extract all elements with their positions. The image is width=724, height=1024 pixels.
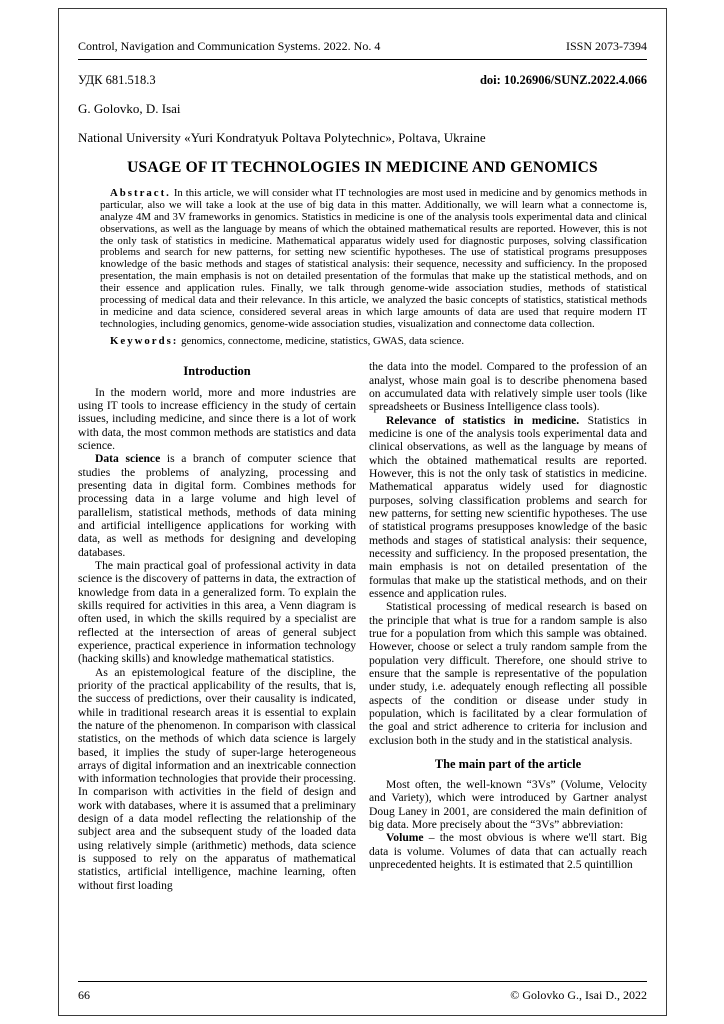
paragraph: the data into the model. Compared to the profession of an analyst, whose main goal is to describe phenomena based on accumulated data with relatively simple user tools (like spreadsheets or Business Intelligence class tools). <box>369 360 647 414</box>
two-column-body <box>78 360 647 981</box>
paragraph-lead: Volume <box>386 831 424 845</box>
udc-code: УДК 681.518.3 <box>78 73 156 87</box>
paragraph: Most often, the well-known “3Vs” (Volume, Velocity and Variety), which were introduced by Gartner analyst Doug Laney in 2001, are considered the main definition of big data. More precisely about the “3Vs” abbreviation: <box>369 778 647 832</box>
paragraph-lead: Data science <box>95 452 161 466</box>
left-column <box>78 360 356 981</box>
right-column-paragraphs-top <box>369 360 647 747</box>
page-number: 66 <box>78 988 90 1002</box>
authors: G. Golovko, D. Isai <box>78 101 181 116</box>
paragraph-lead: Relevance of statistics in medicine. <box>386 413 580 427</box>
abstract-label: Abstract. <box>110 187 171 199</box>
affiliation: National University «Yuri Kondratyuk Poltava Polytechnic», Poltava, Ukraine <box>78 130 486 145</box>
issn: ISSN 2073-7394 <box>565 39 647 53</box>
section-heading-introduction: Introduction <box>183 364 251 379</box>
keywords-label: Keywords: <box>110 334 179 347</box>
page-footer <box>78 981 647 1003</box>
right-column <box>369 360 647 981</box>
paragraph: Data science is a branch of computer science that studies the problems of analyzing, processing and presenting data in digital form. Combines methods for processing data in a large volume and high level of parallelism, statistical methods, methods of data mining and artificial intelligence applications for working with data, as well as methods for designing and developing databases. <box>78 452 356 559</box>
paragraph: In the modern world, more and more industries are using IT tools to increase efficiency in the study of certain issues, including medicine, and since there is a lot of work with data, the most common methods are statistics and data science. <box>78 385 356 452</box>
section-heading-main-part: The main part of the article <box>434 756 582 771</box>
running-header <box>78 39 647 60</box>
article-title: USAGE OF IT TECHNOLOGIES IN MEDICINE AND GENOMICS <box>127 159 598 176</box>
paragraph: As an epistemological feature of the discipline, the priority of the practical applicability of the results, that is, the success of predictions, over their causality is indicated, while in traditional research areas it is essential to explain the nature of the phenomenon. In comparison with classical statistics, on the methods of which data science is largely based, it implies the study of super-large heterogeneous arrays of digital information and an inextricable connection with information technologies that provide their processing. In comparison with activities in the field of design and work with databases, where it is assumed that a preliminary design of a data model reflecting the relationship of the subject area and the subsequent study of the loaded data using relatively simple (arithmetic) methods, data science is supposed to rely on the apparatus of mathematical statistics, artificial intelligence, machine learning, often without first loading <box>78 665 356 892</box>
page-frame <box>58 8 667 1016</box>
right-column-paragraphs-bottom <box>369 778 647 871</box>
abstract-text: In this article, we will consider what IT technologies are most used in medicine and by genomics methods in particular, also we will take a look at the use of big data in this matter. Additionally, we will learn what a connectome is, analyze 4M and 3V frameworks in genomics. Statistics in medicine is one of the analysis tools experimental data and clinical observations, as well as the language by means of which the obtained mathematical results are reported. However, this is not the only task of statistics in medicine. Mathematical apparatus widely used for diagnostic purposes, solving classification problems and search for new patterns, for setting new scientific hypotheses. The use of statistical programs presupposes knowledge of the basic methods and stages of statistical analysis: their sequence, necessity and sufficiency. In the proposed presentation, the main emphasis is not on detailed presentation of the formulas that make up the statistical methods, and on their essence and application rules. Finally, we talk through genome-wide association studies, methods of statistical processing of medical data and their relevance. In this article, we analyzed the basic concepts of statistics, statistical methods in medicine and data science, considered several areas in which large amounts of data are used that require modern IT technologies, including genomics, genome-wide association studies, visualization and connectome data collection. <box>100 187 647 330</box>
keywords-text: genomics, connectome, medicine, statistics, GWAS, data science. <box>181 334 465 347</box>
paragraph: The main practical goal of professional activity in data science is the discovery of patterns in data, the extraction of knowledge from data in a generalized form. To explain the skills required for activities in this area, a Venn diagram is often used, in which the skills required by a specialist are reflected at the intersection of areas of general subject experience, practical experience in information technology (hacking skills) and knowledge mathematical statistics. <box>78 558 356 666</box>
journal-title: Control, Navigation and Communication Systems. 2022. No. 4 <box>78 39 381 53</box>
keywords <box>100 336 647 348</box>
paragraph: Statistical processing of medical research is based on the principle that what is true for a random sample is also true for a population from which this sample was obtained. However, choose or select a truly random sample from the population very difficult. Therefore, one should strive to ensure that the sample is representative of the population under study, i.e. adequately enough reflecting all possible aspects of the condition or disease under study in population, which is facilitated by a clear formulation of the goal and strict adherence to criteria for inclusion and exclusion both in the study and in the statistical analysis. <box>369 600 647 747</box>
paragraph: Relevance of statistics in medicine. Statistics in medicine is one of the analysis tools experimental data and clinical observations, as well as the language by means of which the obtained mathematical results are reported. However, this is not the only task of statistics in medicine. Mathematical apparatus widely used for diagnostic purposes, solving classification problems and search for new patterns, for setting new scientific hypotheses. The use of statistical programs presupposes knowledge of the basic methods and stages of statistical analysis: their sequence, necessity and sufficiency. In the proposed presentation, the main emphasis is not on detailed presentation of the formulas that make up the statistical methods, and on their essence and application rules. <box>369 413 647 600</box>
abstract <box>100 188 647 331</box>
left-column-paragraphs <box>78 386 356 892</box>
meta-row <box>78 73 647 88</box>
copyright: © Golovko G., Isai D., 2022 <box>510 988 647 1002</box>
doi: doi: 10.26906/SUNZ.2022.4.066 <box>479 73 647 87</box>
paragraph: Volume – the most obvious is where we'll start. Big data is volume. Volumes of data that can actually reach unprecedented heights. It is estimated that 2.5 quintillion <box>369 831 647 872</box>
